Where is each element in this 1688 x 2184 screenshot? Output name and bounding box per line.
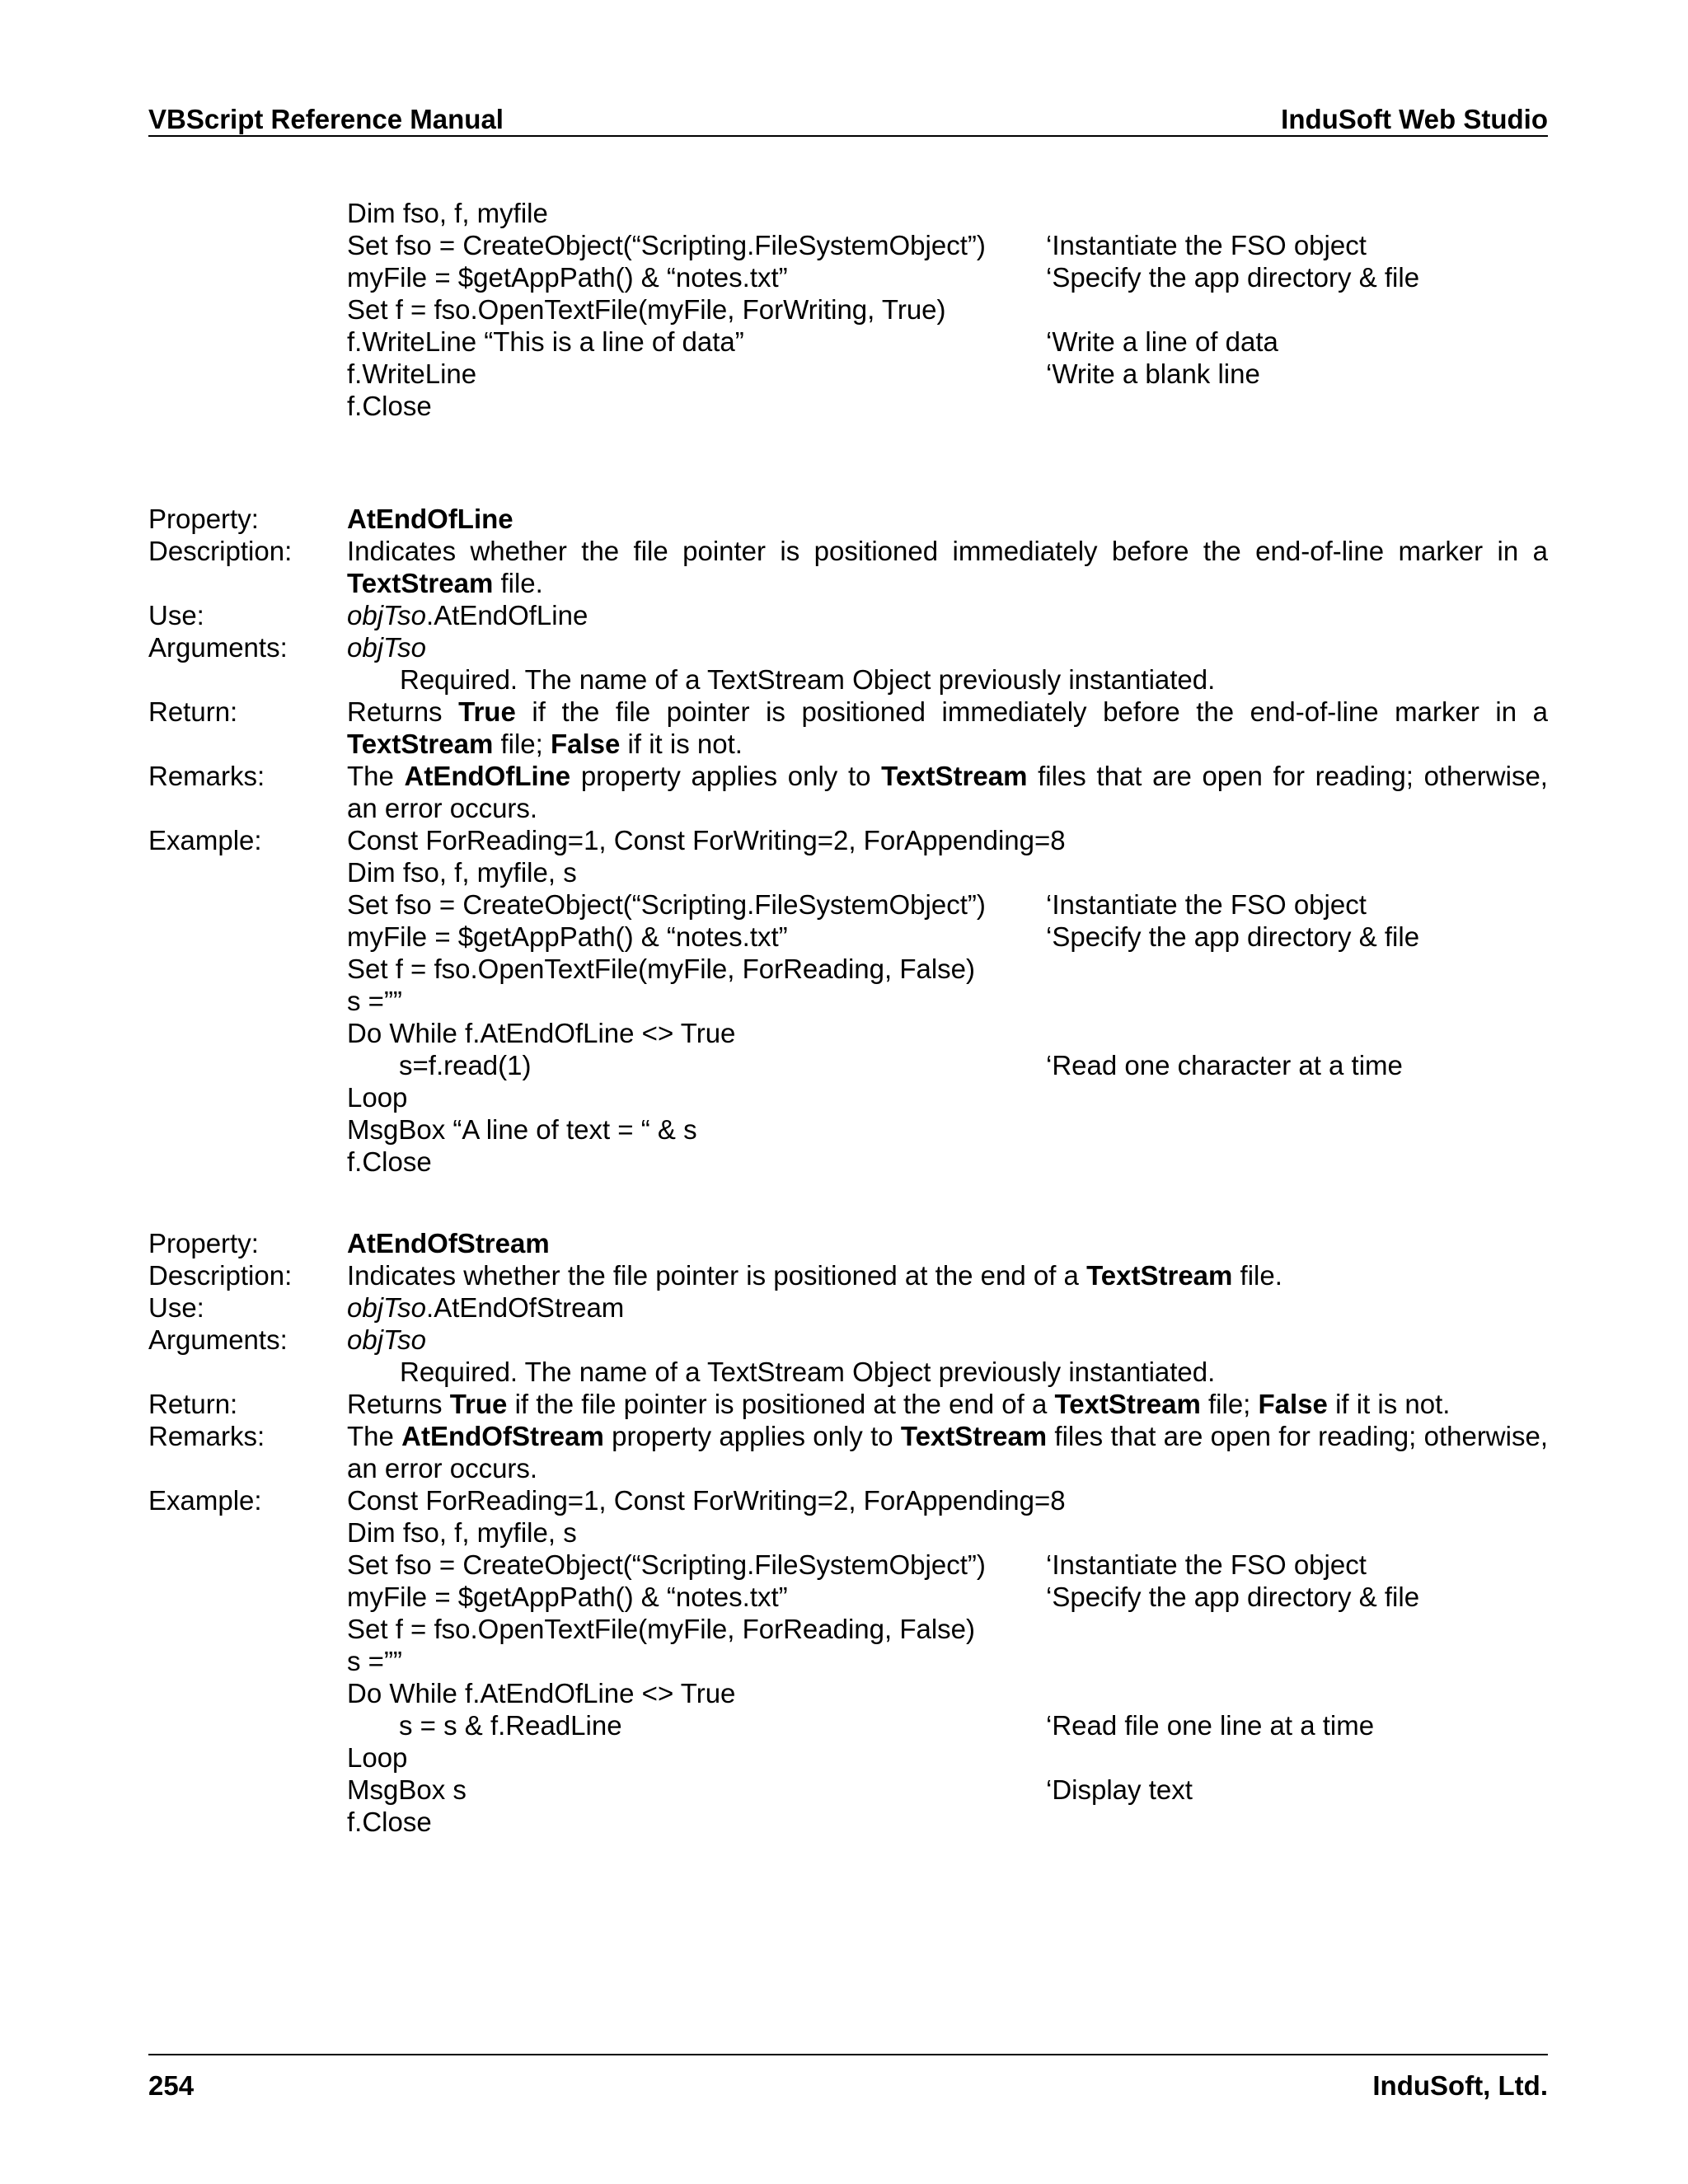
code-comment: ‘Instantiate the FSO object [1046,1549,1367,1580]
description-label: Description: [148,1260,293,1291]
return-text: Returns True if the file pointer is positioned at the end of a TextStream file; False if it is not. [347,1389,1451,1419]
remarks-text: The AtEndOfStream property applies only to TextStream files that are open for reading; otherwise, an error occurs. [347,1421,1548,1483]
use-syntax: objTso.AtEndOfStream [347,1292,625,1323]
code-text: s =”” [347,986,402,1016]
code-text: s=f.read(1) [399,1050,532,1080]
property-name: AtEndOfLine [347,504,513,534]
code-text: s = s & f.ReadLine [399,1710,622,1741]
remarks-label: Remarks: [148,1421,265,1451]
property-label: Property: [148,504,259,534]
return-label: Return: [148,1389,238,1419]
code-text: myFile = $getAppPath() & “notes.txt” [347,1582,788,1612]
arguments-label: Arguments: [148,1324,288,1355]
description-label: Description: [148,536,293,566]
code-comment: ‘Read file one line at a time [1046,1710,1375,1741]
code-text: Do While f.AtEndOfLine <> True [347,1678,736,1708]
code-text: Const ForReading=1, Const ForWriting=2, ForAppending=8 [347,825,1066,855]
example-label: Example: [148,1485,262,1516]
code-text: MsgBox s [347,1774,467,1805]
description-text: Indicates whether the file pointer is positioned at the end of a TextStream file. [347,1260,1282,1291]
code-text: Set fso = CreateObject(“Scripting.FileSystemObject”) [347,889,986,920]
code-text: Dim fso, f, myfile [347,198,548,228]
argument-description: Required. The name of a TextStream Object previously instantiated. [400,664,1216,695]
code-comment: ‘Write a blank line [1046,359,1260,389]
code-text: s =”” [347,1646,402,1676]
page-number: 254 [148,2070,195,2101]
remarks-label: Remarks: [148,761,265,791]
code-comment: ‘Specify the app directory & file [1046,262,1420,293]
arguments-label: Arguments: [148,632,288,663]
code-text: f.Close [347,1146,432,1177]
company-name: InduSoft, Ltd. [1372,2070,1548,2101]
argument-description: Required. The name of a TextStream Object previously instantiated. [400,1357,1216,1387]
code-text: Const ForReading=1, Const ForWriting=2, ForAppending=8 [347,1485,1066,1516]
code-comment: ‘Instantiate the FSO object [1046,230,1367,260]
code-text: MsgBox “A line of text = “ & s [347,1114,697,1145]
code-comment: ‘Specify the app directory & file [1046,1582,1420,1612]
argument-name: objTso [347,1324,427,1355]
code-text: Loop [347,1082,408,1113]
code-text: Set f = fso.OpenTextFile(myFile, ForReading, False) [347,954,976,984]
code-comment: ‘Write a line of data [1046,326,1278,357]
code-text: myFile = $getAppPath() & “notes.txt” [347,921,788,952]
code-text: f.WriteLine [347,359,477,389]
code-text: Set f = fso.OpenTextFile(myFile, ForWriting, True) [347,294,946,325]
page-header [148,97,1548,137]
page-footer [148,2054,1548,2102]
code-text: Dim fso, f, myfile, s [347,1517,577,1548]
code-comment: ‘Specify the app directory & file [1046,921,1420,952]
code-text: Loop [347,1742,408,1773]
remarks-text: The AtEndOfLine property applies only to TextStream files that are open for reading; otherwise, an error occurs. [347,761,1548,823]
use-syntax: objTso.AtEndOfLine [347,600,588,630]
code-text: Set fso = CreateObject(“Scripting.FileSystemObject”) [347,230,986,260]
property-name: AtEndOfStream [347,1228,550,1258]
return-text: Returns True if the file pointer is positioned immediately before the end-of-line marker in a TextStream file; False if it is not. [347,696,1549,759]
code-text: f.WriteLine “This is a line of data” [347,326,744,357]
code-comment: ‘Display text [1046,1774,1193,1805]
code-text: f.Close [347,391,432,421]
return-label: Return: [148,696,238,727]
example-label: Example: [148,825,262,855]
code-comment: ‘Read one character at a time [1046,1050,1403,1080]
property-label: Property: [148,1228,259,1258]
code-text: Set f = fso.OpenTextFile(myFile, ForReading, False) [347,1614,976,1644]
product-name: InduSoft Web Studio [1281,104,1548,134]
manual-title: VBScript Reference Manual [148,104,504,134]
use-label: Use: [148,1292,204,1323]
code-text: myFile = $getAppPath() & “notes.txt” [347,262,788,293]
use-label: Use: [148,600,204,630]
code-text: Do While f.AtEndOfLine <> True [347,1018,736,1048]
code-text: Dim fso, f, myfile, s [347,857,577,888]
code-text: f.Close [347,1807,432,1837]
argument-name: objTso [347,632,427,663]
description-text: Indicates whether the file pointer is positioned immediately before the end-of-line marker in a TextStream file. [347,536,1548,598]
code-text: Set fso = CreateObject(“Scripting.FileSystemObject”) [347,1549,986,1580]
code-comment: ‘Instantiate the FSO object [1046,889,1367,920]
